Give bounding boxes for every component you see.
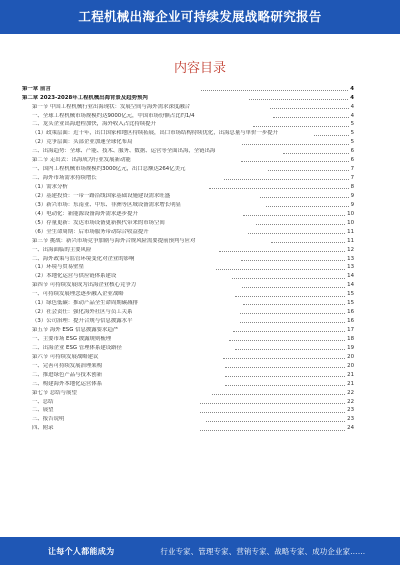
toc-entry-page: 5 [350,121,354,128]
footer-slogan: 让每个人都能成为 [48,546,115,556]
toc-entry-label: （1）政策层面：近十年，出口国家和地区持续拓展，出口市场结构持续优化，出海总量与单价一步提升 [32,130,279,137]
page-header [0,0,400,34]
toc-entry[interactable] [22,191,354,200]
toc-entry-label: （2）基建投资：一带一路沿线国家基础设施建设需求旺盛 [32,192,171,199]
toc-entry-label: 一、完善可持续发展治理架构 [32,362,103,369]
toc-leader-dots [219,251,345,252]
toc-entry-page: 15 [347,291,354,298]
toc-entry-label: 第五节 海外 ESG 信息披露要求趋严 [32,327,119,334]
toc-entry[interactable] [22,343,354,352]
toc-entry[interactable] [22,227,354,236]
toc-leader-dots [209,188,348,189]
toc-entry-page: 9 [350,201,354,208]
toc-entry-label: 三、报告说明 [32,416,65,423]
toc-leader-dots [253,126,348,127]
toc-leader-dots [223,358,345,359]
toc-entry[interactable] [22,334,354,343]
toc-entry-page: 11 [347,237,354,244]
toc-entry-label: 二、出海企业 ESG 管理体系建设路径 [32,344,122,351]
toc-leader-dots [241,161,349,162]
toc-leader-dots [232,278,345,279]
toc-entry-label: 二、龙头企业出海进程加快，海外收入占比持续提升 [32,121,156,128]
toc-leader-dots [235,296,345,297]
toc-entry-label: （6）全生命周期：后市场服务带动综合收益提升 [32,228,149,235]
toc-leader-dots [233,331,345,332]
toc-entry-label: 二、海外政策与监管环境变化对企业的影响 [32,255,135,262]
toc-entry[interactable] [22,102,354,111]
report-title: 工程机械出海企业可持续发展战略研究报告 [78,9,322,24]
toc-entry-label: 第三节 挑战：新兴市场竞争加剧与海外合规风险需要提前预判与应对 [32,237,196,244]
toc-entry-page: 18 [347,335,354,342]
toc-leader-dots [240,313,345,314]
toc-entry[interactable] [22,120,354,129]
toc-entry[interactable] [22,370,354,379]
toc-entry-page: 4 [350,112,354,119]
toc-leader-dots [248,233,345,234]
toc-leader-dots [314,135,348,136]
toc-entry[interactable] [22,352,354,361]
toc-entry-label: （1）环境与贸易壁垒 [32,264,84,271]
toc-entry-page: 23 [347,416,354,423]
toc-entry[interactable] [22,93,354,102]
toc-entry-page: 24 [347,425,354,432]
toc-entry-page: 10 [347,210,354,217]
toc-leader-dots [243,304,346,305]
toc-entry-page: 4 [350,94,354,101]
toc-entry-label: （1）绿色低碳：推动产品全生命周期碳减排 [32,300,138,307]
toc-entry-label: 第四节 可持续发展成为出海企业核心竞争力 [32,282,137,289]
toc-entry[interactable] [22,388,354,397]
toc-entry-label: （1）需求分析 [32,184,68,191]
toc-entry-page: 7 [350,175,354,182]
toc-entry[interactable] [22,263,354,272]
toc-entry-page: 12 [347,246,354,253]
toc-entry[interactable] [22,281,354,290]
toc-entry-label: 二、展望 [32,407,54,414]
toc-entry-label: 二、海外市场需求持续增长 [32,175,97,182]
toc-entry[interactable] [22,209,354,218]
toc-entry-label: 一、全球工程机械市场规模约达9000亿元，中国市场份额占比约1/4 [32,112,195,119]
toc-entry-label: 四、附录 [32,425,54,432]
toc-leader-dots [271,242,345,243]
toc-entry[interactable] [22,406,354,415]
toc-leader-dots [200,403,345,404]
toc-entry-page: 19 [347,344,354,351]
toc-entry-label: 三、构建海外本地化运营体系 [32,380,103,387]
toc-entry-page: 10 [347,219,354,226]
toc-entry[interactable] [22,299,354,308]
toc-leader-dots [225,385,346,386]
toc-entry-label: （5）存量更新：发达市场设备更新换代带来的市场空间 [32,219,165,226]
toc-leader-dots [240,322,345,323]
toc-leader-dots [242,144,349,145]
toc-entry-page: 6 [350,157,354,164]
toc-entry-label: （3）公司治理：提升合规与信息披露水平 [32,318,133,325]
toc-leader-dots [225,367,346,368]
toc-entry[interactable] [22,200,354,209]
toc-entry[interactable] [22,316,354,325]
toc-entry-label: 一、主要市场 ESG 披露规则梳理 [32,335,112,342]
toc-leader-dots [200,430,345,431]
toc-entry-label: 三、出海趋势：全球、产能、技术、服务、数据、运营等全面出海，全链出海 [32,148,216,155]
toc-leader-dots [266,206,349,207]
toc-entry-page: 6 [350,148,354,155]
toc-entry[interactable] [22,156,354,165]
toc-entry[interactable] [22,325,354,334]
toc-entry-page: 17 [347,327,354,334]
toc-entry-label: 一、国内工程机械市场规模约3000亿元，出口总额达264亿美元 [32,166,186,173]
toc-entry-page: 5 [350,139,354,146]
toc-entry-label: 第六节 可持续发展战略建议 [32,353,99,360]
toc-entry[interactable] [22,236,354,245]
toc-entry[interactable] [22,173,354,182]
toc-leader-dots [224,179,349,180]
toc-leader-dots [242,287,346,288]
toc-leader-dots [212,394,345,395]
toc-leader-dots [206,421,345,422]
toc-entry-page: 13 [347,264,354,271]
toc-entry-label: 第二章 2023-2028年工程机械出海背景及趋势预判 [22,94,148,101]
toc-leader-dots [229,340,345,341]
toc-entry-page: 14 [347,282,354,289]
toc-entry-page: 9 [350,192,354,199]
toc-entry-label: 一、总结 [32,398,54,405]
toc-leader-dots [256,224,345,225]
toc-entry[interactable] [22,147,354,156]
toc-entry[interactable] [22,254,354,263]
toc-entry[interactable] [22,111,354,120]
toc-entry-page: 20 [347,353,354,360]
toc-leader-dots [201,90,349,91]
toc-leader-dots [268,170,349,171]
toc-entry-page: 8 [350,184,354,191]
toc-entry-page: 4 [350,85,354,92]
toc-entry-page: 23 [347,407,354,414]
toc-leader-dots [270,108,348,109]
toc-leader-dots [200,412,345,413]
toc-entry-label: 一、出海面临的主要风险 [32,246,92,253]
toc-leader-dots [225,376,346,377]
footer-tags: 行业专家、管理专家、营销专家、战略专家、成功企业家…… [160,546,366,556]
toc-entry-page: 16 [347,318,354,325]
toc-entry[interactable] [22,129,354,138]
toc-entry-label: （2）社会责任：强化海外社区与员工关系 [32,309,133,316]
toc-entry-page: 16 [347,309,354,316]
toc-entry-page: 7 [350,166,354,173]
toc-leader-dots [243,215,346,216]
toc-leader-dots [241,260,345,261]
toc-entry[interactable] [22,218,354,227]
toc-entry-page: 21 [347,380,354,387]
toc-entry-page: 5 [350,130,354,137]
toc-entry[interactable] [22,361,354,370]
toc-leader-dots [283,153,349,154]
table-of-contents [22,84,354,433]
toc-entry-label: （4）电动化：新能源设备海外需求逐步提升 [32,210,138,217]
toc-entry-label: 二、推进绿色产品与技术创新 [32,371,103,378]
toc-entry[interactable] [22,84,354,93]
toc-entry[interactable] [22,272,354,281]
toc-entry-page: 13 [347,255,354,262]
toc-entry[interactable] [22,379,354,388]
toc-leader-dots [273,117,349,118]
toc-leader-dots [260,197,348,198]
toc-entry-label: 第一节 中国工程机械行业出海现状：发展空间与海外需求深度融合 [32,103,191,110]
toc-entry-label: （2）竞争层面：头部企业加速全球化布局 [32,139,133,146]
toc-entry-page: 15 [347,300,354,307]
toc-entry-label: 一、可持续发展理念逐步融入企业战略 [32,291,124,298]
toc-entry-page: 4 [350,103,354,110]
toc-entry-page: 21 [347,371,354,378]
toc-entry[interactable] [22,290,354,299]
toc-entry[interactable] [22,424,354,433]
toc-entry-label: （2）本地化运营与供应链体系建设 [32,273,117,280]
toc-leader-dots [249,99,348,100]
toc-entry-label: 第一章 前言 [22,85,51,92]
toc-entry-page: 20 [347,362,354,369]
toc-entry[interactable] [22,397,354,406]
toc-heading: 内容目录 [173,61,226,76]
toc-entry[interactable] [22,182,354,191]
toc-entry[interactable] [22,138,354,147]
toc-entry[interactable] [22,415,354,424]
toc-entry[interactable] [22,307,354,316]
toc-entry-label: 第七节 总结与展望 [32,389,77,396]
toc-leader-dots [216,269,346,270]
toc-entry-page: 22 [347,389,354,396]
toc-entry-page: 22 [347,398,354,405]
toc-entry-page: 14 [347,273,354,280]
toc-entry-label: 第二节 走出去：出海成为行业发展新动能 [32,157,131,164]
toc-entry-page: 11 [347,228,354,235]
toc-entry[interactable] [22,245,354,254]
toc-entry-label: （3）新兴市场：东南亚、中东、非洲等区域设备需求增长明显 [32,201,181,208]
page-footer [0,537,400,565]
toc-leader-dots [235,349,346,350]
toc-entry[interactable] [22,164,354,173]
